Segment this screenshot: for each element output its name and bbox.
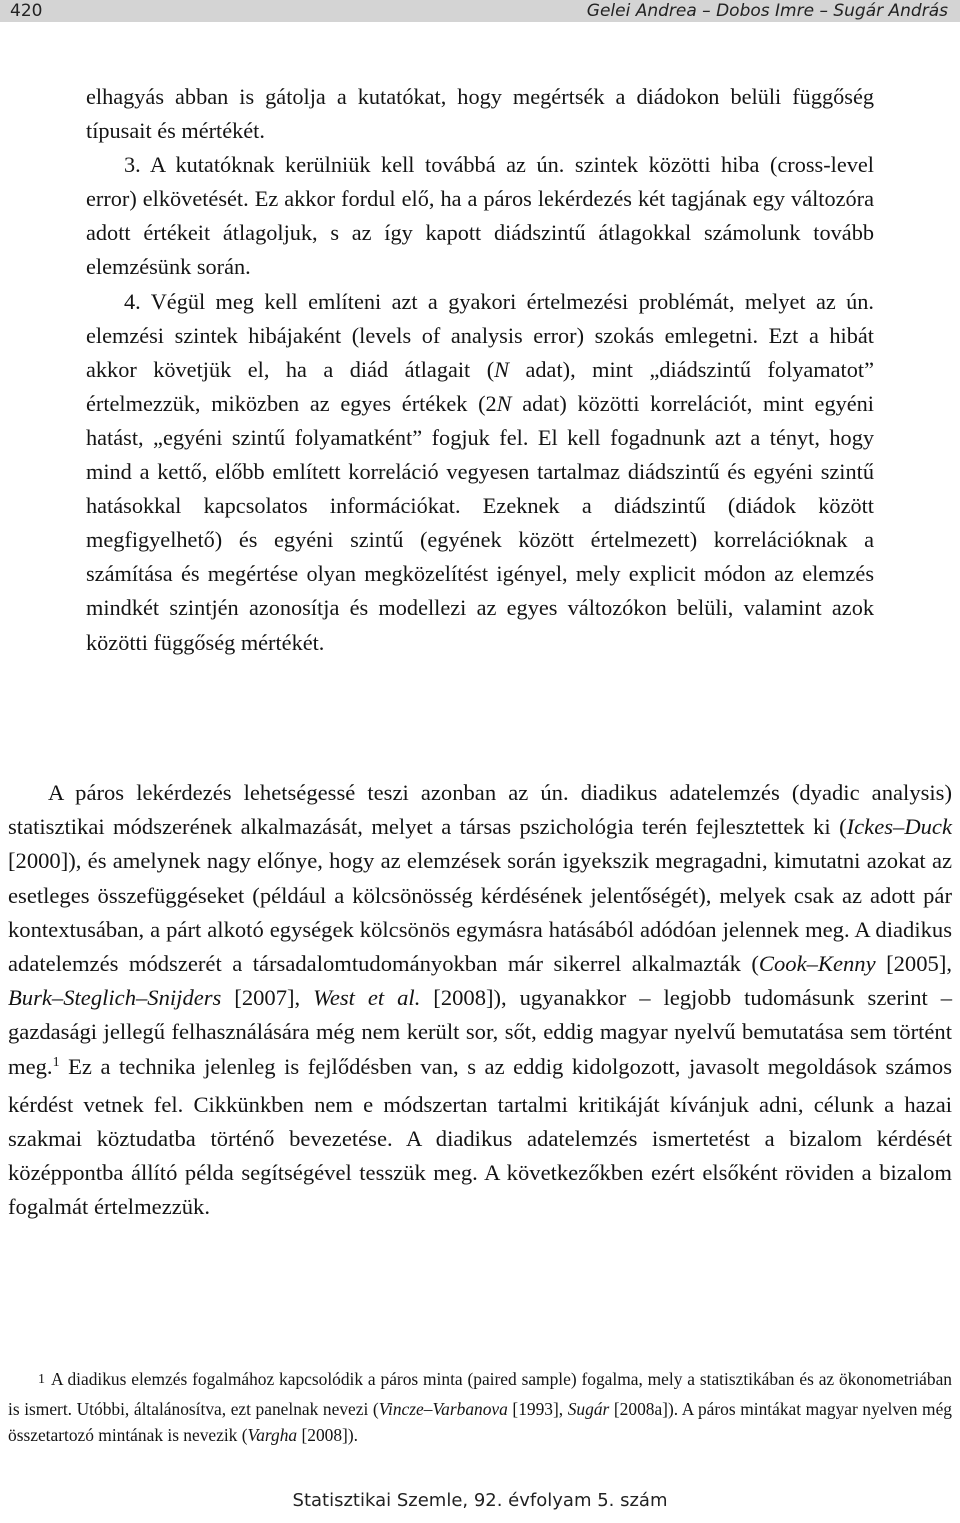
list-item-2-tail: elhagyás abban is gátolja a kutatókat, hogy megértsék a diádokon belüli függőség típusait és mértékét. bbox=[86, 84, 874, 144]
variable-n: N bbox=[496, 390, 512, 416]
body-text: [2007], bbox=[221, 985, 314, 1011]
citation: Ickes–Duck bbox=[846, 814, 952, 840]
page-number: 420 bbox=[10, 1, 43, 21]
running-header bbox=[0, 0, 960, 22]
body-paragraph bbox=[8, 776, 952, 1225]
list-item-3: 3. A kutatóknak kerülniük kell továbbá az ún. szintek közötti hiba (cross-level error) elkövetését. Ez akkor fordul elő, ha a páros lekérdezés két tagjának egy változóra adott értékeit átlagoljuk, s az így kapott diádszintű átlagokkal számolunk tovább elemzésünk során. bbox=[86, 152, 874, 280]
footnote-text: A diadikus elemzés fogalmához kapcsolódik a páros minta (paired sample) fogalma, mely a statisztikában és az ökonometriában is ismert. Utóbbi, általánosítva, ezt panelnak nevezi ( bbox=[8, 1369, 952, 1419]
body-text: [2000]), és amelynek nagy előnye, hogy az elemzések során igyekszik megragadni, kimutatni azokat az esetleges összefüggéseket (például a kölcsönösség kérdésének jelentőségét), melyek csak az adott pár kontextusában, a párt alkotó egységek kölcsönös egymásra hatásából adódóan jelennek meg. A diadikus adatelemzés módszerét a társadalomtudományokban már sikerrel alkalmazták ( bbox=[8, 848, 952, 977]
citation: Sugár bbox=[567, 1398, 610, 1419]
variable-n: N bbox=[494, 356, 510, 382]
footnote-text: [1993], bbox=[507, 1398, 568, 1419]
footnote bbox=[8, 1366, 952, 1449]
citation: Vincze–Varbanova bbox=[378, 1398, 508, 1419]
list-item-4-part-c: adat) közötti korrelációt, mint egyéni hatást, „egyéni szintű folyamatként” fogjuk fel. El kell fogadnunk azt a tényt, hogy mind a kettő, előbb említett korreláció vegyesen tartalmaz diádszintű és egyéni szintű hatásokkal kapcsolatos információkat. Ezeknek a diádszintű (diádok között megfigyelhető) és egyéni szintű (egyének között értelmezett) korrelációknak a számítása és megértése olyan megközelítést igényel, mely explicit módon az elemzés mindkét szintjén azonosítja és modellezi az egyes változókon belüli, valamint azok közötti függőség mértékét. bbox=[86, 390, 874, 655]
footnote-text: [2008a]). A páros mintákat magyar nyelven még összetartozó mintának is nevezik ( bbox=[8, 1398, 952, 1445]
citation: Burk–Steglich–Snijders bbox=[8, 985, 222, 1011]
list-item-4-part-a: 4. Végül meg kell említeni azt a gyakori értelmezési problémát, melyet az ún. elemzési szintek hibájaként (levels of analysis error) szokás emlegetni. Ezt a hibát akkor követjük el, ha a diád átlagait ( bbox=[86, 288, 874, 382]
body-text: Ez a technika jelenleg is fejlődésben van, s az eddig kidolgozott, javasolt megoldások számos kérdést vetnek fel. Cikkünkben nem e módszertan tartalmi kritikáját kívánjuk adni, célunk a hazai szakmai köztudatba történő bevezetése. A diadikus adatelemzés ismertetést a bizalom kérdését középpontba állító példa segítségével tesszük meg. A következőkben ezért elsőként röviden a bizalom fogalmát értelmezzük. bbox=[8, 1053, 952, 1220]
body-text: [2005], bbox=[875, 951, 952, 977]
running-footer: Statisztikai Szemle, 92. évfolyam 5. szám bbox=[292, 1490, 668, 1511]
citation: Cook–Kenny bbox=[758, 951, 876, 977]
footnote-text: [2008]). bbox=[297, 1425, 358, 1445]
footnote-reference[interactable]: 1 bbox=[52, 1054, 60, 1070]
running-header-authors: Gelei Andrea – Dobos Imre – Sugár András bbox=[586, 1, 948, 21]
body-text: A páros lekérdezés lehetségessé teszi azonban az ún. diadikus adatelemzés (dyadic analysis) statisztikai módszerének alkalmazását, melyet a társas pszichológia terén fejlesztettek ki ( bbox=[8, 780, 952, 840]
indented-list-block bbox=[86, 80, 874, 660]
citation: West et al. bbox=[313, 985, 421, 1011]
citation: Vargha bbox=[247, 1425, 298, 1445]
list-item-4-part-b: adat), mint „diádszintű folyamatot” értelmezzük, miközben az egyes értékek (2 bbox=[86, 356, 874, 416]
footnote-marker: 1 bbox=[38, 1372, 45, 1387]
body-text: [2008]), ugyanakkor – legjobb tudomásunk szerint – gazdasági jellegű felhasználására még nem került sor, sőt, eddig magyar nyelvű bemutatása sem történt meg. bbox=[8, 985, 952, 1079]
